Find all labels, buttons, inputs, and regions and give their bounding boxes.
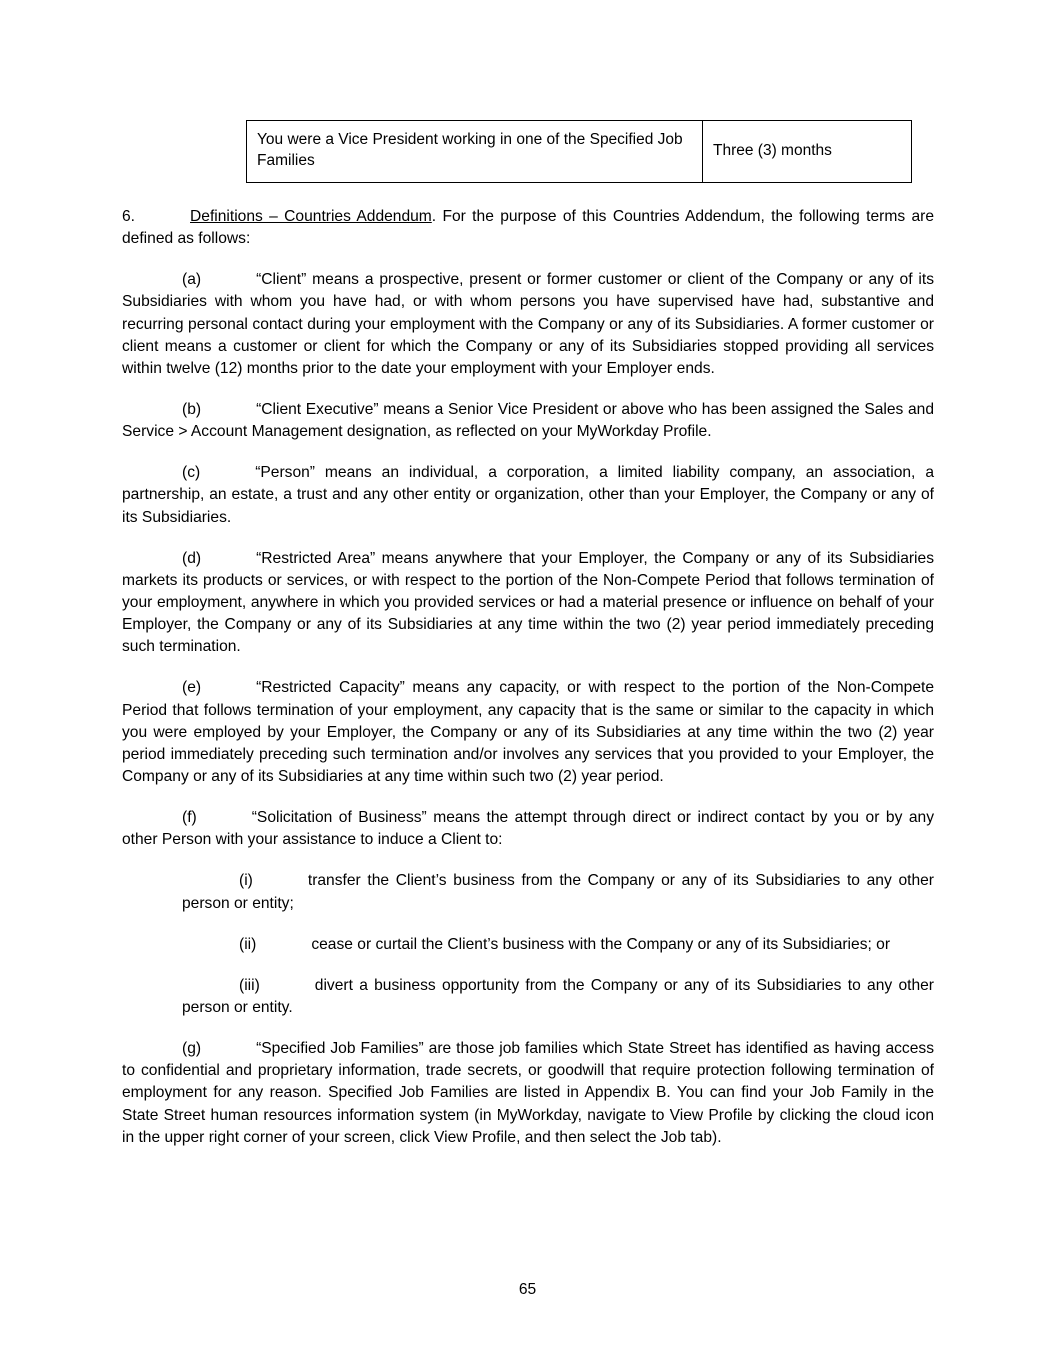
definition-marker-c: (c): [182, 464, 201, 482]
sub-item-paragraph-i: [182, 870, 934, 914]
definition-paragraph-g: [122, 1038, 934, 1149]
definition-paragraph-d: [122, 548, 934, 659]
section-lead-text: . For the purpose of this Countries Addendum, the following terms are defined as follows:: [122, 208, 934, 248]
definition-paragraph-c: [122, 462, 934, 528]
page-number: 65: [518, 1281, 537, 1298]
conditions-table-wrapper: [246, 120, 869, 183]
sub-item-paragraph-ii: [182, 934, 934, 956]
sub-item-text-ii: cease or curtail the Client’s business with the Company or any of its Subsidiaries; or: [311, 935, 891, 953]
definition-paragraph-f: [122, 807, 934, 851]
document-body: [122, 206, 934, 1168]
definition-marker-e: (e): [182, 679, 202, 697]
definition-text-a: “Client” means a prospective, present or former customer or client of the Company or any of its Subsidiaries with whom you have had, or with whom persons you have supervised have had, substantive and recurring personal contact during your employment with the Company or any of its Subsidiaries. A former customer or client means a customer or client for which the Company or any of its Subsidiaries stopped providing all services within twelve (12) months prior to the date your employment with your Employer ends.: [122, 271, 934, 377]
sub-item-marker-iii: (iii): [239, 976, 260, 994]
definition-paragraph-a: [122, 269, 934, 380]
table-cell-condition: You were a Vice President working in one of the Specified Job Families: [247, 121, 703, 183]
section-heading: Definitions – Countries Addendum: [190, 208, 432, 225]
table-row: [247, 121, 912, 183]
definition-marker-d: (d): [182, 549, 202, 567]
sub-item-paragraph-iii: [182, 975, 934, 1019]
definition-marker-a: (a): [182, 271, 202, 289]
sub-item-text-iii: divert a business opportunity from the Company or any of its Subsidiaries to any other person or entity.: [182, 976, 934, 1016]
definition-text-g: “Specified Job Families” are those job families which State Street has identified as having access to confidential and proprietary information, trade secrets, or goodwill that require protection following termination of employment for any reason. Specified Job Families are listed in Appendix B. You can find your Job Family in the State Street human resources information system (in MyWorkday, navigate to View Profile by clicking the cloud icon in the upper right corner of your screen, click View Profile, and then select the Job tab).: [122, 1040, 934, 1146]
definition-text-c: “Person” means an individual, a corporation, a limited liability company, an association, a partnership, an estate, a trust and any other entity or organization, other than your Employer, the Company or any of its Subsidiaries.: [122, 464, 934, 526]
definition-paragraph-b: [122, 399, 934, 443]
definition-text-d: “Restricted Area” means anywhere that your Employer, the Company or any of its Subsidiaries markets its products or services, or with respect to the portion of the Non-Compete Period that follows termination of your employment, anywhere in which you provided services or had a material presence or influence on behalf of your Employer, the Company or any of its Subsidiaries at any time within the two (2) year period immediately preceding such termination.: [122, 549, 934, 656]
sub-item-marker-i: (i): [239, 872, 253, 890]
section-heading-paragraph: [122, 206, 934, 250]
definition-paragraph-e: [122, 677, 934, 788]
definition-text-b: “Client Executive” means a Senior Vice President or above who has been assigned the Sales and Service > Account Management designation, as reflected on your MyWorkday Profile.: [122, 400, 934, 441]
definition-marker-g: (g): [182, 1040, 202, 1058]
definition-marker-f: (f): [182, 809, 197, 827]
table-cell-duration: Three (3) months: [703, 121, 912, 183]
definition-text-f: “Solicitation of Business” means the attempt through direct or indirect contact by you or by any other Person with your assistance to induce a Client to:: [122, 809, 934, 849]
sub-item-text-i: transfer the Client’s business from the Company or any of its Subsidiaries to any other person or entity;: [182, 872, 934, 912]
conditions-table: [246, 120, 912, 183]
definition-text-e: “Restricted Capacity” means any capacity, or with respect to the portion of the Non-Compete Period that follows termination of your employment, any capacity that is the same or similar to the capacity in which you were employed by your Employer, the Company or any of its Subsidiaries at any time within the two (2) year period immediately preceding such termination and/or involves any services that you provided to your Employer, the Company or any of its Subsidiaries at any time within such two (2) year period.: [122, 679, 934, 785]
sub-item-marker-ii: (ii): [239, 935, 257, 953]
definition-marker-b: (b): [182, 400, 202, 418]
section-number: 6.: [122, 208, 136, 225]
